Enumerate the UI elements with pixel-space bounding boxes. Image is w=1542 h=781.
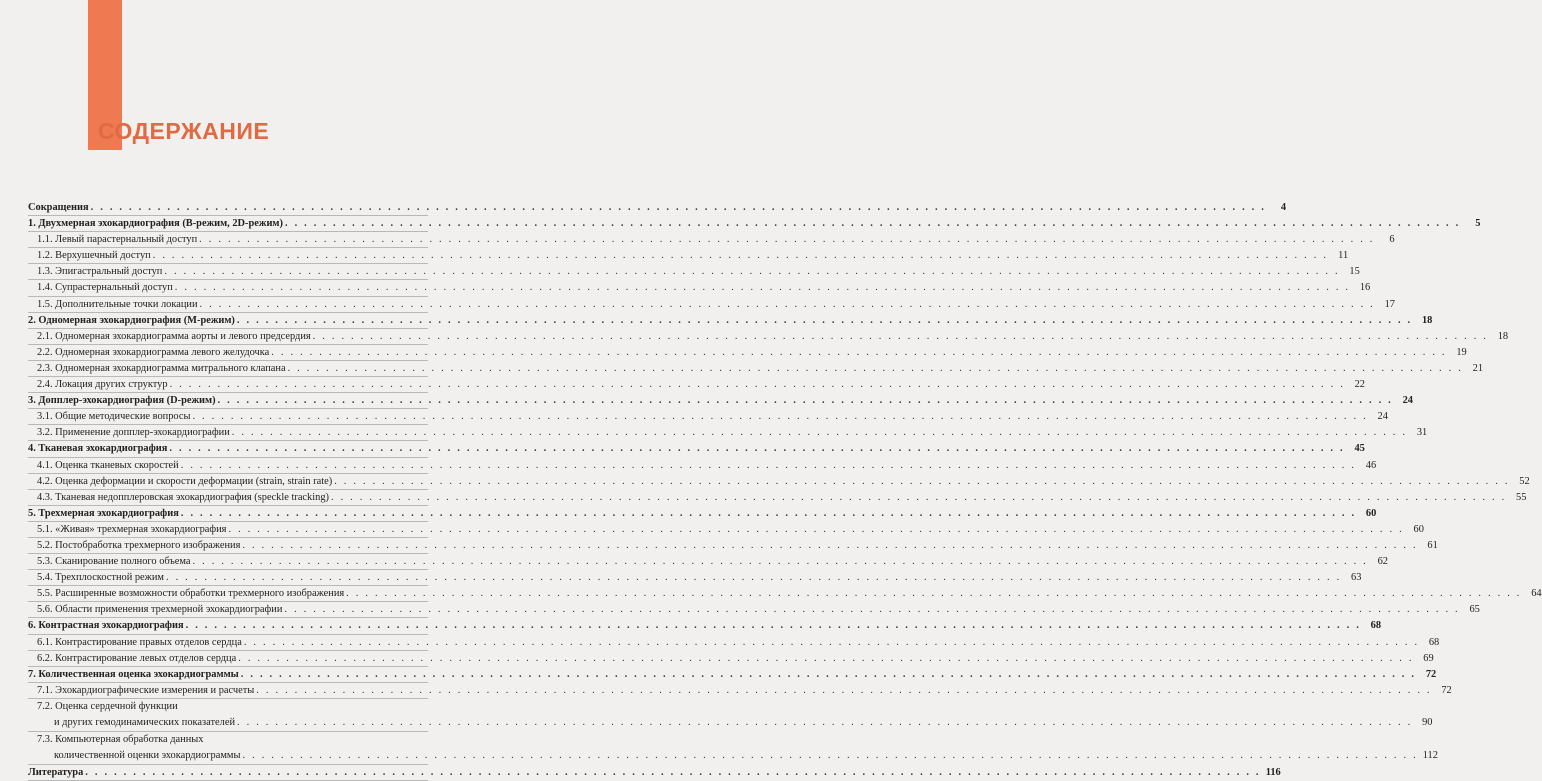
toc-entry — [28, 683, 1452, 699]
toc-leader-dots — [162, 264, 1341, 280]
toc-leader-dots — [184, 618, 1363, 634]
toc-entry-page: 18 — [1421, 314, 1433, 326]
toc-entry-title: 4. Тканевая эхокардиография — [28, 443, 168, 455]
table-of-contents — [28, 200, 1542, 781]
toc-entry-page: 62 — [1377, 556, 1388, 568]
toc-entry-title: 6.2. Контрастирование левых отделов сердца — [37, 652, 237, 664]
toc-entry — [28, 699, 1433, 732]
toc-entry — [28, 490, 1527, 506]
toc-entry-title: 6. Контрастная эхокардиография — [28, 620, 184, 632]
toc-entry — [28, 732, 1438, 765]
toc-entry — [28, 216, 1481, 232]
toc-entry — [28, 538, 1438, 554]
toc-entry-title: 1.2. Верхушечный доступ — [37, 250, 151, 262]
toc-entry — [28, 248, 1349, 264]
toc-entry-page: 63 — [1351, 572, 1362, 584]
toc-leader-dots — [269, 345, 1448, 361]
toc-entry-title: 1.3. Эпигастральный доступ — [37, 266, 163, 278]
toc-entry-title: 5.4. Трехплоскостной режим — [37, 572, 164, 584]
toc-leader-dots — [191, 554, 1370, 570]
toc-entry-page: 17 — [1384, 298, 1395, 310]
toc-entry-page: 60 — [1365, 507, 1377, 519]
toc-entry-page: 6 — [1389, 234, 1395, 246]
toc-leader-dots — [230, 425, 1409, 441]
toc-entry-page: 18 — [1497, 330, 1509, 342]
toc-leader-dots — [190, 409, 1369, 425]
toc-leader-dots — [254, 683, 1433, 699]
toc-entry-page: 55 — [1516, 491, 1527, 503]
toc-entry-page: 22 — [1354, 379, 1365, 391]
toc-entry — [28, 474, 1530, 490]
toc-leader-dots — [311, 329, 1490, 345]
toc-entry-page: 52 — [1519, 475, 1530, 487]
toc-entry-title: 2.1. Одномерная эхокардиограмма аорты и левого предсердия — [37, 330, 311, 342]
toc-entry-page: 112 — [1422, 750, 1438, 762]
toc-entry-title: 6.1. Контрастирование правых отделов сердца — [37, 636, 242, 648]
toc-entry-title: 7.3. Компьютерная обработка данных количественной оценки эхокардиограммы — [37, 734, 241, 762]
toc-entry-title: 4.3. Тканевая недопплеровская эхокардиография (speckle tracking) — [37, 491, 329, 503]
toc-entry — [28, 232, 1395, 248]
toc-entry-title: 3.2. Применение допплер-эхокардиографии — [37, 427, 230, 439]
toc-leader-dots — [329, 490, 1508, 506]
toc-entry-page: 46 — [1365, 459, 1377, 471]
toc-entry-title: 3.1. Общие методические вопросы — [37, 411, 191, 423]
toc-entry-title: 5.3. Сканирование полного объема — [37, 556, 191, 568]
toc-leader-dots — [179, 506, 1358, 522]
toc-entry-page: 21 — [1472, 362, 1484, 374]
toc-entry-page: 68 — [1370, 620, 1382, 632]
toc-entry-page: 19 — [1456, 346, 1467, 358]
toc-entry-page: 64 — [1531, 588, 1542, 600]
toc-entry — [28, 635, 1440, 651]
toc-entry — [28, 425, 1428, 441]
toc-entry — [28, 264, 1360, 280]
toc-leader-dots — [179, 458, 1358, 474]
toc-leader-dots — [236, 651, 1415, 667]
toc-leader-dots — [241, 748, 1420, 764]
toc-entry-page: 31 — [1416, 427, 1428, 439]
toc-entry — [28, 329, 1509, 345]
toc-leader-dots — [197, 232, 1376, 248]
toc-leader-dots — [167, 441, 1346, 457]
toc-entry-title: 5. Трехмерная эхокардиография — [28, 507, 179, 519]
toc-entry — [28, 393, 1413, 409]
toc-entry — [28, 345, 1467, 361]
toc-entry-title: 7.1. Эхокардиографические измерения и расчеты — [37, 684, 255, 696]
toc-entry-title: 3. Допплер-эхокардиография (D-режим) — [28, 395, 216, 407]
toc-leader-dots — [332, 474, 1511, 490]
toc-entry-title: 1. Двухмерная эхокардиография (В-режим, 2D-режим) — [28, 218, 283, 230]
toc-entry-page: 15 — [1349, 266, 1360, 278]
toc-leader-dots — [164, 570, 1343, 586]
toc-leader-dots — [226, 522, 1405, 538]
toc-entry — [28, 280, 1371, 296]
toc-leader-dots — [151, 248, 1330, 264]
toc-entry-page: 11 — [1338, 250, 1349, 262]
toc-entry-page: 65 — [1469, 604, 1480, 616]
toc-leader-dots — [240, 538, 1419, 554]
toc-leader-dots — [239, 667, 1418, 683]
toc-entry-title: 1.1. Левый парастернальный доступ — [37, 234, 198, 246]
toc-entry — [28, 667, 1437, 683]
toc-entry — [28, 506, 1377, 522]
page-title: СОДЕРЖАНИЕ — [98, 118, 270, 144]
toc-entry-page: 45 — [1354, 443, 1365, 455]
toc-entry — [28, 618, 1382, 634]
toc-entry — [28, 361, 1484, 377]
toc-entry-title: 4.1. Оценка тканевых скоростей — [37, 459, 179, 471]
toc-entry — [28, 554, 1388, 570]
toc-entry-page: 116 — [1265, 767, 1281, 779]
toc-leader-dots — [235, 715, 1414, 731]
toc-entry-page: 69 — [1423, 652, 1434, 664]
toc-leader-dots — [216, 393, 1395, 409]
toc-entry-title: Сокращения — [28, 202, 89, 213]
toc-entry-page: 72 — [1425, 668, 1437, 680]
toc-leader-dots — [168, 377, 1347, 393]
toc-entry-title: 4.2. Оценка деформации и скорости деформации (strain, strain rate) — [37, 475, 333, 487]
toc-leader-dots — [344, 586, 1523, 602]
toc-entry-page: 72 — [1441, 684, 1452, 696]
toc-entry — [28, 409, 1388, 425]
toc-leader-dots — [198, 297, 1377, 313]
toc-entry — [28, 297, 1395, 313]
toc-entry-title: 1.4. Супрастернальный доступ — [37, 282, 173, 294]
toc-entry-page: 24 — [1402, 395, 1413, 407]
toc-entry — [28, 522, 1424, 538]
toc-entry-page: 5 — [1475, 218, 1481, 230]
toc-entry-title: 5.2. Постобработка трехмерного изображения — [37, 539, 241, 551]
toc-entry-title: 5.1. «Живая» трехмерная эхокардиография — [37, 523, 227, 535]
toc-entry-title: 2.3. Одномерная эхокардиограмма митрального клапана — [37, 362, 286, 374]
toc-entry-page: 68 — [1428, 636, 1440, 648]
toc-entry — [28, 313, 1433, 329]
toc-entry — [28, 602, 1480, 618]
toc-entry-page: 16 — [1359, 282, 1371, 294]
toc-entry — [28, 570, 1362, 586]
toc-entry-page: 90 — [1422, 717, 1433, 728]
toc-entry — [28, 651, 1434, 667]
toc-entry — [28, 200, 1287, 216]
toc-entry-page: 61 — [1427, 539, 1438, 551]
toc-leader-dots — [282, 602, 1461, 618]
toc-entry-page: 24 — [1377, 411, 1388, 423]
toc-leader-dots — [235, 313, 1414, 329]
toc-leader-dots — [242, 635, 1421, 651]
toc-entry — [28, 441, 1365, 457]
toc-entry-title: 2.4. Локация других структур — [37, 379, 168, 391]
toc-entry-title: 1.5. Дополнительные точки локации — [37, 298, 198, 310]
toc-entry — [28, 458, 1377, 474]
toc-entry-title: 5.5. Расширенные возможности обработки трехмерного изображения — [37, 588, 345, 600]
toc-entry-page: 60 — [1413, 523, 1424, 535]
toc-entry — [28, 377, 1365, 393]
toc-entry — [28, 586, 1542, 602]
toc-leader-dots — [83, 765, 1262, 781]
toc-entry-page: 4 — [1280, 202, 1287, 213]
toc-leader-dots — [286, 361, 1465, 377]
toc-entry-title: 7. Количественная оценка эхокардиограммы — [28, 668, 239, 680]
toc-entry-title: Литература — [28, 767, 84, 779]
toc-entry-title: 5.6. Области применения трехмерной эхокардиографии — [37, 604, 283, 616]
toc-entry-title: 2.2. Одномерная эхокардиограмма левого желудочка — [37, 346, 270, 358]
toc-entry-title: 2. Одномерная эхокардиография (М-режим) — [28, 314, 235, 326]
toc-leader-dots — [89, 200, 1268, 216]
toc-leader-dots — [283, 216, 1462, 232]
toc-entry — [28, 765, 1281, 781]
toc-entry-title: 7.2. Оценка сердечной функции и других гемодинамических показателей — [37, 700, 236, 728]
toc-leader-dots — [173, 280, 1352, 296]
